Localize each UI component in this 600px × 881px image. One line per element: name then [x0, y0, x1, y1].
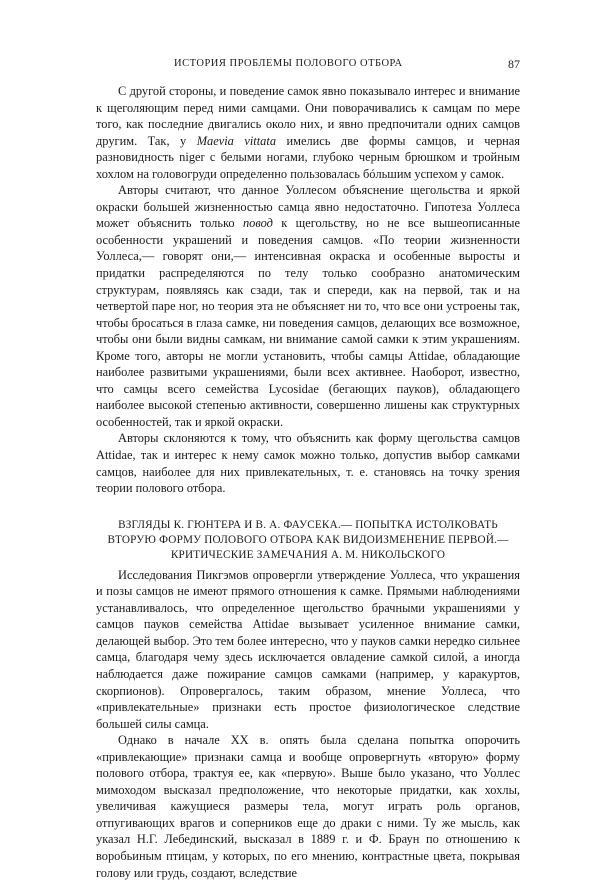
species-name: Maevia vittata [196, 133, 277, 148]
page-number: 87 [508, 57, 520, 71]
page-header [100, 58, 520, 74]
section-heading: ВЗГЛЯДЫ К. ГЮНТЕРА И В. А. ФАУСЕКА.— ПОПЫТКА ИСТОЛКОВАТЬ ВТОРУЮ ФОРМУ ПОЛОВОГО ОТБОРА КАК ВИДОИЗМЕНЕНИЕ ПЕРВОЙ.— КРИТИЧЕСКИЕ ЗАМЕЧАНИЯ А. М. НИКОЛЬСКОГО [107, 518, 509, 561]
paragraph-4: Исследования Пикгэмов опровергли утверждение Уоллеса, что украшения и позы самцов не имеют прямого отношения к самке. Прямыми наблюдениями устанавливалось, что определенное щегольство брачными украшениями у самцов пауков семейства Attidae вызывает усиленное внимание самки, делающей выбор. Это тем более интересно, что у пауков самки нередко сильнее самца, благодаря чему здесь исключается овладение самкой силой, а иногда наблюдается даже пожирание самцов самками (например, у каракуртов, скорпионов). Опровергалось, таким образом, мнение Уоллеса, что «привлекательные» признаки есть простое физиологическое следствие большей силы самца. [96, 567, 520, 731]
running-title: ИСТОРИЯ ПРОБЛЕМЫ ПОЛОВОГО ОТБОРА [174, 58, 403, 69]
emphasized-word: повод [242, 216, 273, 231]
paragraph-3: Авторы склоняются к тому, что объяснить как форму щегольства самцов Attidae, так и интерес к нему самок можно только, допустив выбор самками самцов, наиболее для них привлекательных, т. е. становясь на точку зрения теории полового отбора. [96, 431, 520, 496]
paragraph-1: С другой стороны, и поведение самок явно показывало интерес и внимание к щеголяющим перед ними самцами. Они поворачивались к самцам по мере того, как последние двигались около них, и явно предпочитали одних самцов другим. Так, у Maevia vittata имелись две формы самцов, и черная разновидность niger с белыми ногами, глубоко черным брюшком и тройным хохлом на головогруди определенно пользовалась бóльшим успехом у самок. [96, 84, 521, 181]
paragraph-5: Однако в начале XX в. опять была сделана попытка опорочить «привлекающие» признаки самца и вообще опровергнуть «вторую» форму полового отбора, трактуя ее, как «первую». Выше было указано, что Уоллес мимоходом высказал предположение, что некоторые придатки, как хохлы, увеличивая кажущиеся размеры тела, могут играть роль органов, отпугивающих врагов и соперников еще до драки с ними. Ту же мысль, как указал Н.Г. Лебединский, высказал в 1889 г. и Ф. Браун по отношению к воробьиным птицам, у которых, по его мнению, контрастные цвета, покрывая голову или грудь, создают, вследствие [96, 733, 520, 880]
paragraph-2: Авторы считают, что данное Уоллесом объяснение щегольства и яркой окраски большей жизненностью самца явно недостаточно. Гипотеза Уоллеса может объяснить только повод к щегольству, но не все вышеописанные особенности украшений и поведения самцов. «По теории жизненности Уоллеса,— говорят они,— интенсивная окраска и особенные выросты и придатки распределяются по телу только сообразно анатомическим структурам, появляясь как сзади, так и спереди, как на первой, так и на четвертой паре ног, но теория эта не объясняет ни то, что все они устроены так, чтобы бросаться в глаза самке, ни поведения самцов, делающих все возможное, чтобы они были видны самкам, ни внимание самой самки к этим украшениям. Кроме того, авторы не могли установить, чтобы самцы Attidae, обладающие наиболее развитыми украшениями, были всех активнее. Наоборот, известно, что самцы всего семейства Lycosidae (бегающих пауков), обладающего наиболее высокой степенью активности, совершенно лишены как структурных особенностей, так и яркой окраски. [96, 183, 520, 429]
body-text [96, 83, 520, 881]
